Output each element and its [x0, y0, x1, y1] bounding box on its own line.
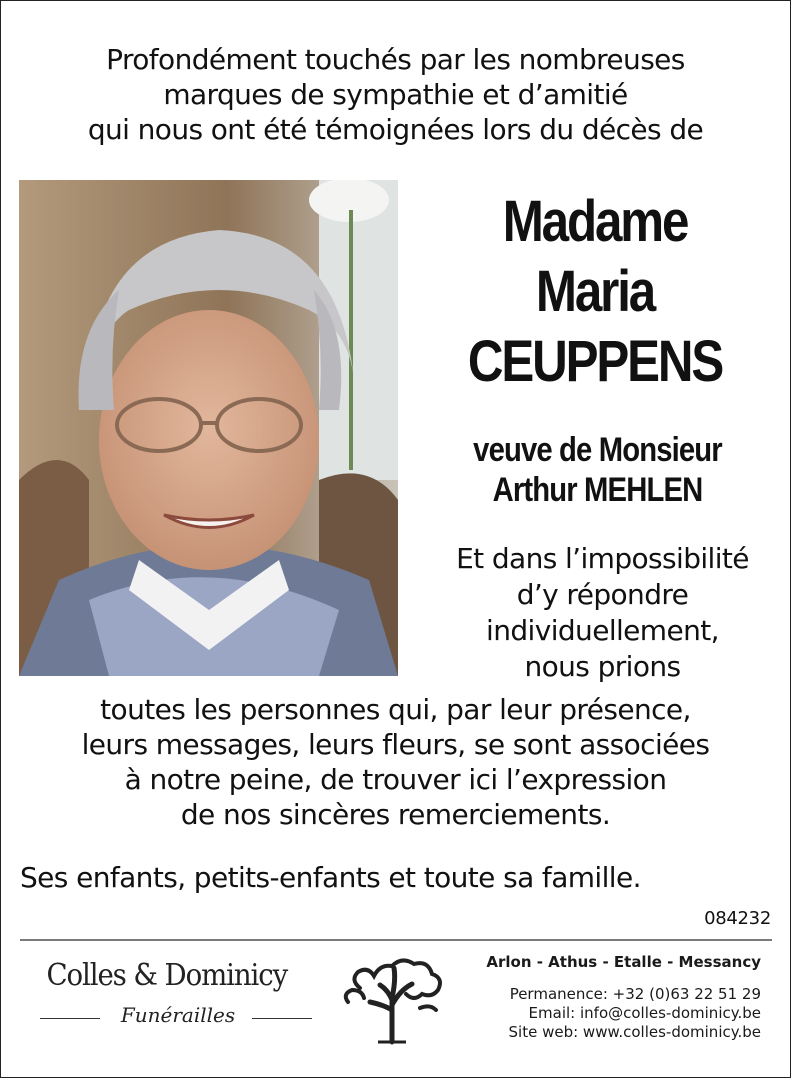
thanks-text: [20, 692, 771, 832]
contact-email: Email: info@colles-dominicy.be: [528, 1004, 761, 1022]
family-signature: Ses enfants, petits-enfants et toute sa famille.: [20, 861, 641, 894]
portrait-illustration: [19, 180, 398, 676]
reference-number: 084232: [704, 908, 771, 929]
thanks-line: à notre peine, de trouver ici l’expression: [124, 763, 667, 796]
divider: [20, 939, 772, 941]
funeral-home-name: Colles & Dominicy: [46, 958, 288, 993]
logo-line-right: [252, 1018, 312, 1019]
deceased-last-name: CEUPPENS: [467, 329, 723, 394]
widow-of-line: veuve de Monsieur: [473, 431, 722, 469]
intro-line: marques de sympathie et d’amitié: [163, 78, 628, 111]
intro-text: [20, 42, 771, 147]
right-column-text: [410, 541, 791, 685]
portrait-photo: [19, 180, 398, 676]
funeral-home-subtitle: Funérailles: [120, 1003, 236, 1027]
intro-line: qui nous ont été témoignées lors du décès de: [87, 113, 704, 146]
permanence-phone: Permanence: +32 (0)63 22 51 29: [509, 985, 761, 1003]
thanks-line: de nos sincères remerciements.: [180, 798, 611, 831]
tree-logo-icon: [340, 950, 450, 1050]
funeral-home-towns: Arlon - Athus - Etalle - Messancy: [486, 953, 761, 971]
intro-line: Profondément touchés par les nombreuses: [106, 43, 685, 76]
funeral-home-contact: [509, 985, 761, 1042]
thanks-line: leurs messages, leurs fleurs, se sont associées: [81, 728, 710, 761]
contact-website: Site web: www.colles-dominicy.be: [508, 1023, 761, 1041]
right-text-line: Et dans l’impossibilité: [456, 542, 749, 575]
right-text-line: individuellement,: [486, 614, 719, 647]
deceased-title: Madame: [502, 189, 688, 254]
deceased-first-name: Maria: [535, 259, 655, 324]
thanks-line: toutes les personnes qui, par leur présence,: [100, 693, 691, 726]
widow-of-name: Arthur MEHLEN: [492, 471, 703, 509]
right-text-line: nous prions: [524, 650, 681, 683]
right-text-line: d’y répondre: [516, 578, 689, 611]
